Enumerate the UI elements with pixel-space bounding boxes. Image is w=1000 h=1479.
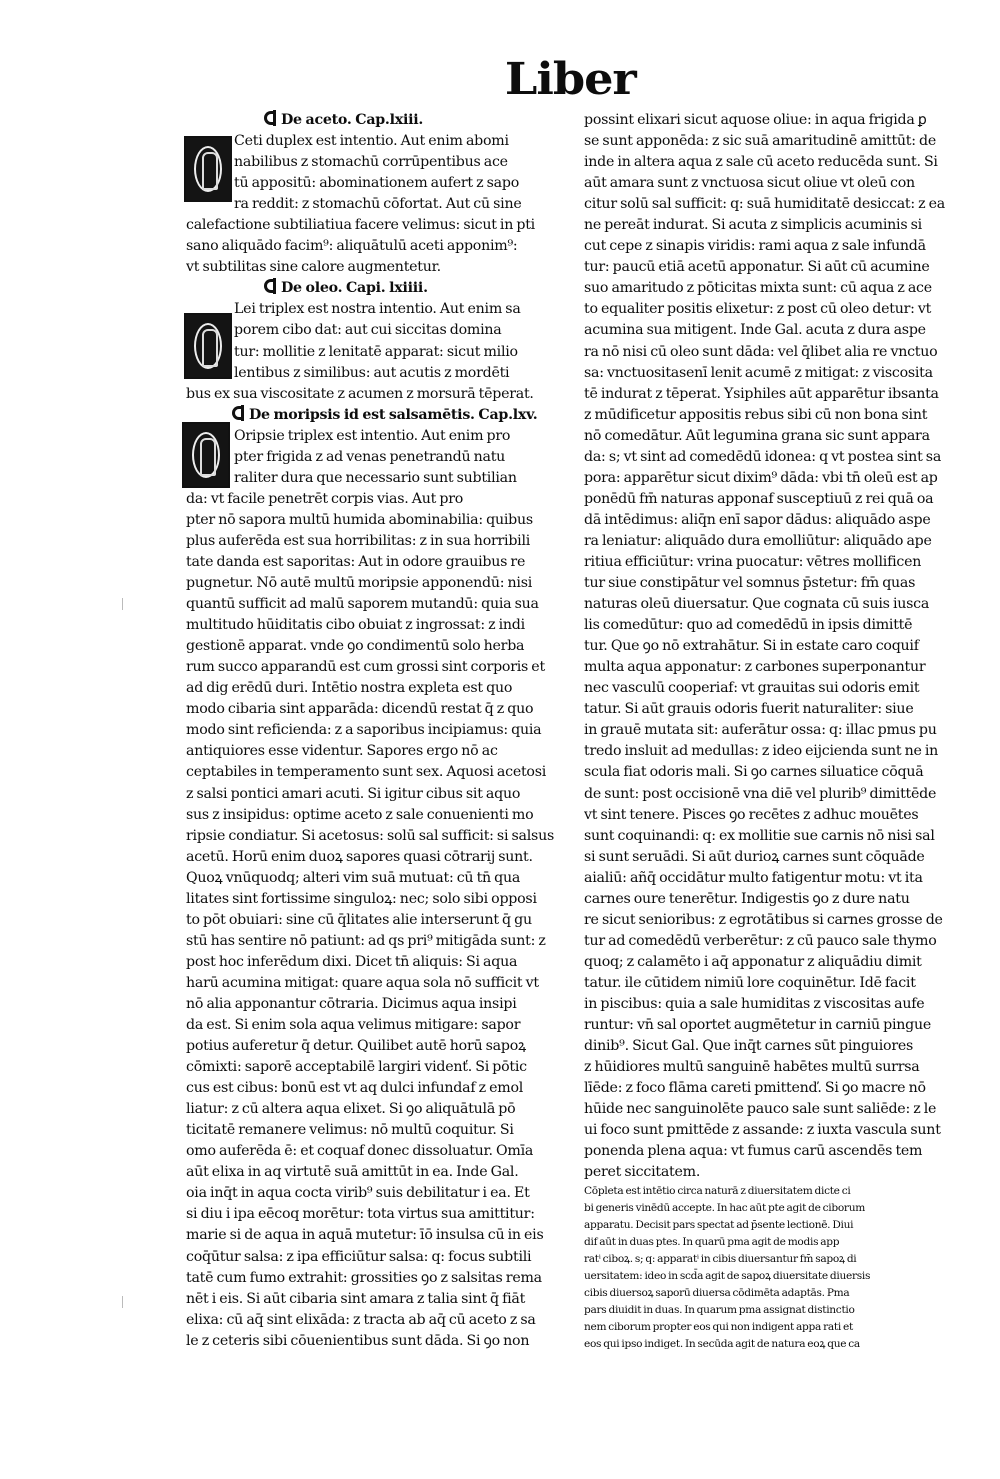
text-line: tatur. ile cūtidem nimiū lore coquinētur. Idē facit — [584, 974, 916, 991]
note-line: eos qui ipso indiget. In secūda agit de natura eoꝝ que ca — [584, 1338, 860, 1351]
text-line: to equaliter positis elixetur: z post cū oleo detur: vt — [584, 301, 932, 318]
text-line: tatur. Si aūt grauis odoris fuerit naturaliter: siue — [584, 701, 914, 718]
text-line: nēt i eis. Si aūt cibaria sint amara z talia sint q̄ fiāt — [186, 1290, 526, 1307]
text-line: marie si de aqua in aquā mutetur: īō insulsa cū in eis — [186, 1227, 544, 1244]
text-line: porem cibo dat: aut cui siccitas domina — [234, 322, 502, 339]
text-line: in grauē mutata sit: auferātur ossa: q: illac pmus pu — [584, 722, 937, 739]
text-line: ponenda plena aqua: vt fumus carū ascendēs tem — [584, 1143, 923, 1160]
text-line: aūt elixa in aq virtutē suā amittūt in ea. Inde Gal. — [186, 1164, 519, 1181]
note-line: dif aūt in duas ptes. In quarū pma agit de modis app — [584, 1236, 840, 1249]
text-line: modo cibaria sint apparāda: dicendū restat q̄ z quo — [186, 701, 534, 718]
text-line: to pōt obuiari: sine cū q̄litates alie interserunt q̄ gu — [186, 911, 532, 928]
text-line: tē indurat z tēperat. Ysiphiles aūt apparētur ibsanta — [584, 385, 939, 402]
margin-mark — [122, 598, 123, 610]
text-line: multitudo hūiditatis cibo obuiat z ingrossat: z indi — [186, 617, 525, 634]
text-line: tate danda est saporitas: Aut in odore grauibus re — [186, 553, 526, 570]
text-line: harū acumina mitigat: quare aqua sola nō sufficit vt — [186, 974, 539, 991]
note-line: pars diuidit in duas. In quarum pma assignat distinctio — [584, 1304, 855, 1317]
note-line: nem ciborum propter eos qui non indigent appa rati et — [584, 1321, 853, 1334]
text-line: ne pereāt indurat. Si acuta z simplicis acuminis si — [584, 217, 922, 234]
text-line: Oripsie triplex est intentio. Aut enim pro — [234, 427, 511, 444]
text-line: hūide nec sanguinolēte pauco sale sunt saliēde: z le — [584, 1101, 937, 1118]
text-line: nō alia apponantur cōtraria. Dicimus aqua insipi — [186, 995, 517, 1012]
commentary-notes — [584, 1183, 976, 1353]
note-line: bi generis vinēdū accepte. In hac aūt pte agit de ciborum — [584, 1202, 865, 1215]
text-line: tredo insluit ad medullas: z ideo eijcienda sunt ne in — [584, 743, 939, 760]
paragraph-oleo — [186, 299, 558, 404]
text-line: gestionē apparat. vnde ꝯo condimentū solo herba — [186, 638, 525, 655]
text-line: tatē cum fumo extrahit: grossities ꝯo z salsitas rema — [186, 1269, 542, 1286]
text-line: vt subtilitas sine calore augmentetur. — [186, 259, 441, 276]
text-line: z mūdificetur appositis rebus sibi cū non bona sint — [584, 406, 928, 423]
text-line: ritiua efficiūtur: vrina puocatur: vētres mollificen — [584, 553, 922, 570]
text-line: lentibus z similibus: aut acutis z mordēti — [234, 364, 510, 381]
text-line: re sicut senioribus: z egrotātibus si carnes grosse de — [584, 911, 943, 928]
text-line: tur siue constipātur vel somnus p̄stetur: fm̄ quas — [584, 575, 916, 592]
text-line: calefactione subtiliatiua facere velimus: sicut in pti — [186, 217, 535, 234]
margin-mark — [122, 1296, 123, 1308]
text-line: inde in altera aqua z sale cū aceto reducēda sunt. Si — [584, 154, 938, 171]
text-line: da: vt facile penetrēt corpis vias. Aut pro — [186, 490, 464, 507]
text-line: post hoc inferēdum dixi. Dicet tn̄ aliquis: Si aqua — [186, 953, 518, 970]
running-head: Liber — [504, 54, 636, 105]
text-line: si sunt seruādi. Si aūt durioꝝ carnes sunt cōquāde — [584, 848, 925, 865]
text-line: da: s; vt sint ad comedēdū idonea: q vt postea sint sa — [584, 448, 942, 465]
text-line: ra leniatur: aliquādo dura emolliūtur: aliquādo ape — [584, 532, 932, 549]
text-line: suo amaritudo z pōticitas mixta sunt: cū aqua z ace — [584, 280, 932, 297]
text-line: z hūidiores multū sanguinē habētes multū surrsa — [584, 1059, 920, 1076]
text-line: sa: vnctuositasenī lenit acumē z mitigat: z viscosita — [584, 364, 933, 381]
text-line: possint elixari sicut aquose oliue: in aqua frigida ꝑ — [584, 112, 927, 128]
text-line: peret siccitatem. — [584, 1164, 701, 1181]
paragraph-moripsis — [186, 426, 558, 1352]
text-line: ticitatē remanere velimus: nō multū coquitur. Si — [186, 1122, 514, 1139]
text-line: sus z insipidus: optime aceto z sale conuenienti mo — [186, 806, 534, 823]
pilcrow-icon — [264, 110, 279, 126]
text-line: z salsi pontici amari acuti. Si igitur cibus sit aquo — [186, 785, 521, 802]
text-line: sunt coquinandi: q: ex mollitie sue carnis nō nisi sal — [584, 827, 935, 844]
text-line: elixa: cū aq̄ sint elixāda: z tracta ab aq̄ cū aceto z sa — [186, 1311, 536, 1328]
text-line: ui foco sunt pmittēde z assande: z iuxta vascula sunt — [584, 1122, 941, 1139]
text-line: quoq; z calamēto i aq̄ apponatur z aliquādiu dimit — [584, 953, 922, 970]
text-line: se sunt apponēda: z sic suā amaritudinē amittūt: de — [584, 133, 937, 150]
text-line: līēde: z foco flāma careti pmittenď. Si ꝯo macre nō — [584, 1080, 926, 1097]
text-line: cus est cibus: bonū est vt aq dulci infundaf z emol — [186, 1080, 524, 1097]
text-line: cōmixti: saporē acceptabilē largiri videnť. Si pōtic — [186, 1059, 527, 1076]
text-line: ponēdū fm̄ naturas apponaf susceptiuū z rei quā oa — [584, 490, 934, 507]
text-line: lis comedūtur: quo ad comedēdū in ipsis dimittē — [584, 617, 913, 634]
text-line: da est. Si enim sola aqua velimus mitigare: sapor — [186, 1017, 521, 1034]
text-line: bus ex sua viscositate z acumen z morsurā tēperat. — [186, 385, 534, 402]
text-line: aūt amara sunt z vnctuosa sicut oliue vt oleū con — [584, 175, 915, 192]
text-line: tur. Que ꝯo nō extrahātur. Si in estate caro coquif — [584, 638, 919, 655]
text-line: ceptabiles in temperamento sunt sex. Aquosi acetosi — [186, 764, 547, 781]
pilcrow-icon — [232, 405, 247, 421]
text-line: stū has sentire nō patiunt: ad qs pri⁹ mitigāda sunt: z — [186, 932, 546, 949]
text-line: ra nō nisi cū oleo sunt dāda: vel q̄libet alia re vnctuo — [584, 343, 938, 360]
text-line: ripsie condiatur. Si acetosus: solū sal sufficit: si salsus — [186, 827, 554, 844]
text-line: acetū. Horū enim duoꝝ sapores quasi cōtrarij sunt. — [186, 848, 533, 865]
text-line: de sunt: post occisionē vna diē vel plurib⁹ dimittēde — [584, 785, 937, 802]
note-line: uersitatem: ideo in scd̄a agit de sapoꝝ diuersitate diuersis — [584, 1270, 871, 1283]
text-line: scula fiat odoris mali. Si ꝯo carnes siluatice cōquā — [584, 764, 924, 781]
note-line: ratⁱ ciboꝝ. s; q: apparatⁱ in cibis diuersantur fm̄ sapoꝝ di — [584, 1253, 857, 1266]
note-line: cibis diuersoꝝ saporū diuersa cōdimēta adaptās. Pma — [584, 1287, 850, 1300]
text-line: cut cepe z sinapis viridis: rami aqua z sale infundā — [584, 238, 926, 255]
text-line: pter frigida z ad venas penetrandū natu — [234, 448, 506, 465]
text-line: tur ad comedēdū verberētur: z cū pauco sale thymo — [584, 932, 937, 949]
paragraph-continued — [584, 110, 976, 1183]
left-column — [186, 110, 558, 1352]
paragraph-aceto — [186, 131, 558, 278]
text-line: rum succo apparandū est cum grossi sint corporis et — [186, 659, 545, 676]
text-line: raliter dura que necessario sunt subtilian — [234, 469, 517, 486]
text-line: pora: apparētur sicut dixim⁹ dāda: vbi tn̄ oleū est ap — [584, 469, 938, 486]
text-line: vt sint tenere. Pisces ꝯo recētes z adhuc mouētes — [584, 806, 919, 823]
text-line: tur: paucū etiā acetū apponatur. Si aūt cū acumine — [584, 259, 930, 276]
text-line: modo sint reficienda: z a saporibus incipiamus: quia — [186, 722, 542, 739]
text-line: ad dig erēdū duri. Intētio nostra expleta est quo — [186, 680, 513, 697]
text-line: in piscibus: quia a sale humiditas z viscositas aufe — [584, 995, 925, 1012]
right-column — [584, 110, 976, 1353]
text-line: si diu i ipa eēcoq morētur: tota virtus sua amittitur: — [186, 1206, 535, 1223]
text-line: tū appositū: abominationem aufert z sapo — [234, 175, 519, 192]
text-line: liatur: z cū altera aqua elixet. Si ꝯo aliquātulā pō — [186, 1101, 516, 1118]
chapter-heading: De aceto. Cap.lxiii. — [186, 110, 558, 131]
text-line: tur: mollitie z lenitatē apparat: sicut milio — [234, 343, 518, 360]
text-line: citur solū sal sufficit: q: suā humiditatē desiccat: z ea — [584, 196, 945, 213]
text-line: ra reddit: z stomachū cōfortat. Aut cū sine — [234, 196, 522, 213]
text-line: Quoꝝ vnūquodq; alteri vim suā mutuat: cū tn̄ qua — [186, 869, 521, 886]
text-line: nō comedātur. Aūt legumina grana sic sunt appara — [584, 427, 930, 444]
text-line: acumina sua mitigent. Inde Gal. acuta z dura aspe — [584, 322, 926, 339]
text-line: coq̄ūtur salsa: z ipa efficiūtur salsa: q: focus subtili — [186, 1248, 532, 1265]
text-line: pter nō sapora multū humida abominabilia: quibus — [186, 511, 533, 528]
text-line: plus auferēda est sua horribilitas: z in sua horribili — [186, 532, 531, 549]
text-line: naturas oleū diuersatur. Que cognata cū suis iusca — [584, 596, 930, 613]
text-line: litates sint fortissime singuloꝝ: nec; solo sibi opposi — [186, 890, 537, 907]
text-line: Ceti duplex est intentio. Aut enim abomi — [234, 133, 509, 150]
text-line: aialiū: añq̄ occidātur multo fatigentur motu: vt ita — [584, 869, 923, 886]
chapter-heading: De oleo. Capi. lxiiii. — [186, 278, 558, 299]
text-line: runtur: vn̄ sal oportet augmētetur in carniū pingue — [584, 1017, 931, 1034]
text-line: quantū sufficit ad malū saporem mutandū: quia sua — [186, 596, 539, 613]
text-line: nabilibus z stomachū corrūpentibus ace — [234, 154, 508, 171]
text-line: oia inq̄t in aqua cocta virib⁹ suis debilitatur i ea. Et — [186, 1185, 530, 1202]
text-line: multa aqua apponatur: z carbones superponantur — [584, 659, 926, 676]
text-line: omo auferēda ē: et coquaf donec dissoluatur. Omīa — [186, 1143, 534, 1160]
note-line: apparatu. Decisit pars spectat ad p̄sente lectionē. Diui — [584, 1219, 854, 1232]
text-line: pugnetur. Nō autē multū moripsie apponendū: nisi — [186, 575, 533, 592]
text-line: le z ceteris sibi cōuenientibus sunt dāda. Si ꝯo non — [186, 1332, 530, 1349]
text-line: dinib⁹. Sicut Gal. Que inq̄t carnes sūt pinguiores — [584, 1038, 914, 1055]
text-line: potius auferetur q̄ detur. Quilibet autē horū sapoꝝ — [186, 1038, 526, 1055]
text-line: sano aliquādo facim⁹: aliquātulū aceti apponim⁹: — [186, 238, 518, 255]
text-line: carnes oure tenerētur. Indigestis ꝯo z dure natu — [584, 890, 910, 907]
chapter-heading: De moripsis id est salsamētis. Cap.lxv. — [186, 405, 558, 426]
text-line: antiquiores esse videntur. Sapores ergo nō ac — [186, 743, 498, 760]
text-line: nec vasculū cooperiaf: vt grauitas sui odoris emit — [584, 680, 920, 697]
text-line: Lei triplex est nostra intentio. Aut enim sa — [234, 301, 521, 318]
note-line: Cōpleta est intētio circa naturā z diuersitatem dicte ci — [584, 1185, 851, 1198]
pilcrow-icon — [264, 278, 279, 294]
text-line: dā intēdimus: aliq̄n enī sapor dādus: aliquādo aspe — [584, 511, 931, 528]
